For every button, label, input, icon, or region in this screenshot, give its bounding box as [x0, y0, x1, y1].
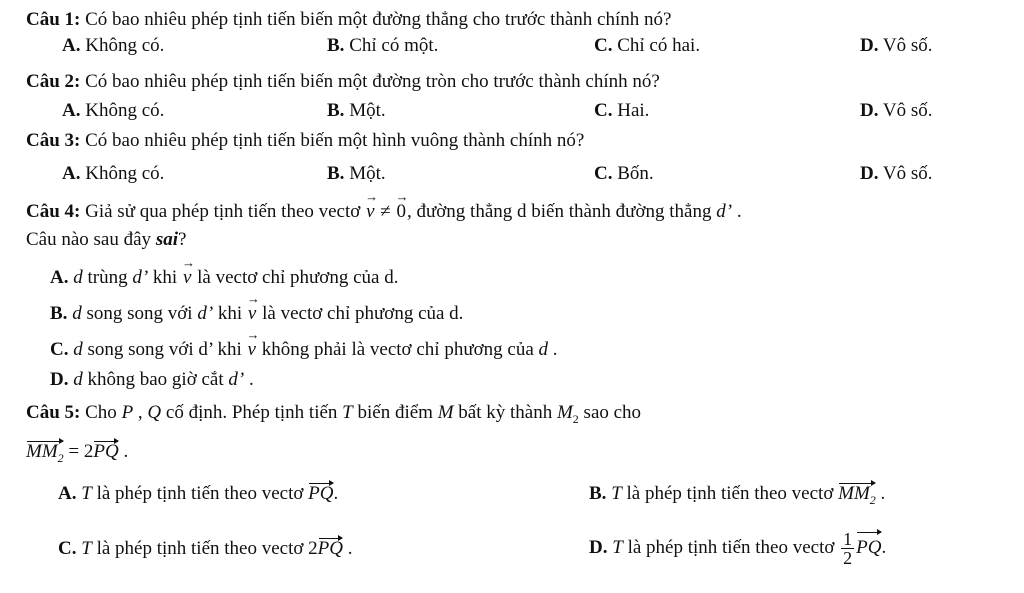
question-3-label: Câu 3: [26, 130, 81, 151]
vector-MM2 [26, 440, 64, 470]
vector-v: v → [247, 302, 257, 326]
subscript: 2 [869, 492, 876, 507]
numerator: 1 [843, 529, 853, 549]
prompt-end: ? [178, 229, 187, 250]
punctuation: , [133, 402, 148, 423]
option-text: là vectơ chỉ phương của d. [192, 267, 399, 288]
question-1-label: Câu 1: [26, 9, 81, 30]
question-3 [26, 129, 584, 153]
option-label: B. [589, 483, 607, 504]
question-1-text: Có bao nhiêu phép tịnh tiến biến một đường thẳng cho trước thành chính nó? [80, 9, 672, 30]
not-equal-sign: ≠ [375, 201, 396, 222]
option-text: Vô số. [878, 163, 933, 184]
question-4-text: Giả sử qua phép tịnh tiến theo vectơ [80, 201, 366, 222]
option-text: Một. [344, 100, 386, 121]
punctuation: . [875, 483, 886, 504]
question-5-equation [26, 440, 128, 470]
question-5-text: bất kỳ thành [453, 402, 557, 423]
vector-MM2 [838, 482, 876, 512]
option-label: D. [860, 100, 879, 121]
question-4 [26, 200, 742, 224]
option-label: B. [327, 100, 345, 121]
option-label: D. [50, 369, 69, 390]
vector-v: v → [182, 266, 192, 290]
question-5-text: Cho [80, 402, 122, 423]
option-text: trùng [82, 267, 133, 288]
option-text: Vô số. [878, 100, 933, 121]
option-label: A. [50, 267, 69, 288]
option-text: là phép tịnh tiến theo vectơ [91, 483, 309, 504]
var-d-prime: d’ [132, 267, 149, 288]
q1-option-c [594, 34, 700, 58]
var-M2: M [556, 402, 573, 423]
var-T: T [607, 536, 623, 558]
option-text: Vô số. [878, 35, 933, 56]
var-Q: Q [147, 402, 162, 423]
option-label: C. [50, 339, 69, 360]
var-d: d [68, 339, 83, 360]
option-text: Không có. [80, 100, 165, 121]
vector-PQ: PQ [317, 538, 343, 559]
q4-option-a [50, 266, 398, 290]
punctuation: . [333, 483, 339, 504]
equation-mid: = 2 [63, 441, 94, 462]
line-d-prime: d’ [716, 201, 733, 222]
option-text: không bao giờ cắt [82, 369, 229, 390]
q2-option-a [62, 99, 164, 123]
option-text: Một. [344, 163, 386, 184]
var-T: T [342, 402, 353, 423]
question-5-label: Câu 5: [26, 402, 81, 423]
punctuation: . [343, 538, 353, 559]
option-label: D. [860, 35, 879, 56]
q3-option-d [860, 162, 933, 186]
q3-option-c [594, 162, 654, 186]
option-label: C. [594, 100, 613, 121]
option-label: D. [860, 163, 879, 184]
var-M: M [437, 402, 454, 423]
question-4-prompt [26, 228, 186, 252]
punctuation: . [548, 339, 558, 360]
option-text: là phép tịnh tiến theo vectơ [622, 536, 840, 558]
option-text: là vectơ chỉ phương của d. [257, 303, 464, 324]
option-text: Không có. [80, 35, 165, 56]
var-T: T [76, 483, 92, 504]
option-label: A. [62, 100, 81, 121]
q2-option-c [594, 99, 649, 123]
option-text: là phép tịnh tiến theo vectơ [621, 483, 839, 504]
question-4-label: Câu 4: [26, 201, 81, 222]
coefficient: 2 [308, 538, 318, 559]
var-P: P [121, 402, 134, 423]
question-2-text: Có bao nhiêu phép tịnh tiến biến một đường tròn cho trước thành chính nó? [80, 71, 660, 92]
question-2 [26, 70, 660, 94]
vector-PQ: PQ [856, 531, 881, 565]
q1-option-b [327, 34, 438, 58]
question-2-label: Câu 2: [26, 71, 81, 92]
question-4-text-2: , đường thẳng d biến thành đường thẳng [406, 201, 717, 222]
q3-option-b [327, 162, 386, 186]
fraction-one-half [841, 530, 854, 567]
q1-option-a [62, 34, 164, 58]
question-3-text: Có bao nhiêu phép tịnh tiến biến một hình vuông thành chính nó? [80, 130, 585, 151]
question-5-text: sao cho [578, 402, 642, 423]
option-label: C. [594, 163, 613, 184]
punctuation: . [732, 201, 742, 222]
question-5 [26, 401, 641, 431]
punctuation: . [881, 536, 887, 558]
var-d-prime: d’ [228, 369, 245, 390]
vector-v: v → [247, 338, 257, 362]
option-text: Hai. [612, 100, 650, 121]
var-d: d [67, 303, 82, 324]
q3-option-a [62, 162, 164, 186]
q1-option-d [860, 34, 933, 58]
subscript: 2 [572, 411, 579, 426]
option-text: khi [148, 267, 182, 288]
option-label: C. [594, 35, 613, 56]
punctuation: . [118, 441, 129, 462]
option-label: C. [58, 538, 77, 559]
var-T: T [76, 538, 92, 559]
prompt-text: Câu nào sau đây [26, 229, 156, 250]
punctuation: . [244, 369, 254, 390]
option-label: A. [58, 483, 77, 504]
subscript: 2 [57, 450, 64, 465]
option-text: song song với d’ khi [82, 339, 247, 360]
vector-v: v → [365, 200, 375, 224]
option-text: không phải là vectơ chỉ phương của [256, 339, 539, 360]
option-label: D. [589, 536, 608, 558]
denominator: 2 [843, 548, 853, 568]
q4-option-d [50, 368, 254, 392]
q5-option-d [589, 530, 886, 567]
q2-option-b [327, 99, 386, 123]
var-d-prime: d’ [197, 303, 214, 324]
option-text: khi [213, 303, 247, 324]
var-T: T [606, 483, 622, 504]
option-text: Chỉ có một. [344, 35, 439, 56]
var-d: d [68, 267, 83, 288]
option-text: là phép tịnh tiến theo vectơ [91, 538, 309, 559]
q5-option-b [589, 482, 885, 512]
var-d: d [68, 369, 83, 390]
vector-PQ: PQ [93, 441, 119, 462]
vector-text: MM [838, 483, 870, 504]
option-label: B. [50, 303, 68, 324]
option-text: song song với [81, 303, 198, 324]
q5-option-a [58, 482, 338, 506]
question-5-text: biến điểm [352, 402, 438, 423]
vector-PQ: PQ [308, 483, 334, 504]
emphasis-sai: sai [155, 229, 178, 250]
option-label: A. [62, 35, 81, 56]
option-text: Không có. [80, 163, 165, 184]
question-1 [26, 8, 671, 32]
option-text: Chỉ có hai. [612, 35, 701, 56]
q4-option-c [50, 338, 558, 362]
var-d: d [538, 339, 549, 360]
question-5-text: cố định. Phép tịnh tiến [161, 402, 343, 423]
option-text: Bốn. [612, 163, 654, 184]
option-label: B. [327, 35, 345, 56]
option-label: A. [62, 163, 81, 184]
q5-option-c [58, 537, 353, 561]
option-label: B. [327, 163, 345, 184]
q2-option-d [860, 99, 933, 123]
zero-vector: 0 → [395, 200, 407, 224]
vector-text: MM [26, 441, 58, 462]
